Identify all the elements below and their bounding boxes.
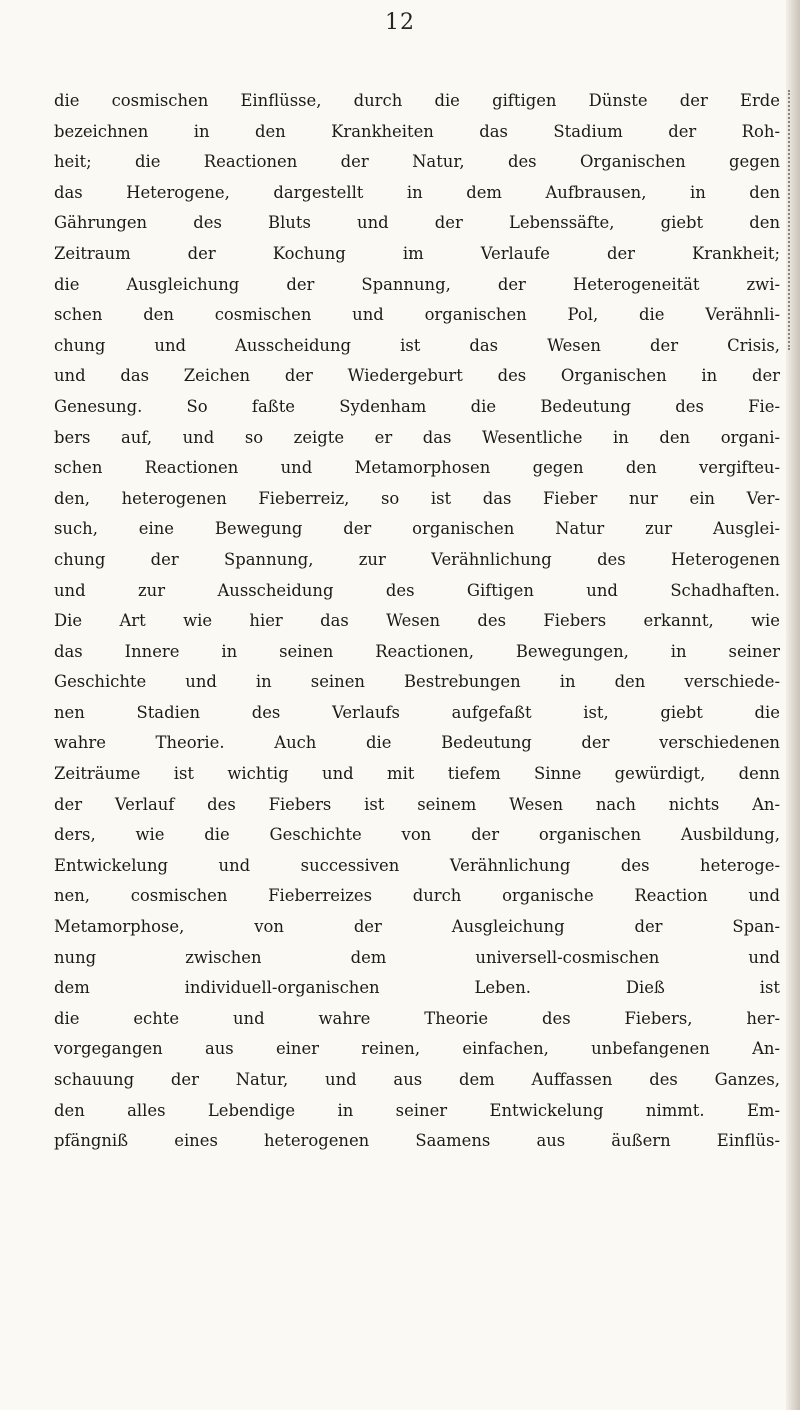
text-line: Zeiträume ist wichtig und mit tiefem Sinne gewürdigt, denn (54, 764, 780, 784)
body-text (54, 86, 780, 1157)
text-line: wahre Theorie. Auch die Bedeutung der verschiedenen (54, 733, 780, 753)
text-line: Genesung. So faßte Sydenham die Bedeutung des Fie- (54, 396, 780, 416)
text-line: vorgegangen aus einer reinen, einfachen, unbefangenen An- (54, 1039, 780, 1059)
text-line: den, heterogenen Fieberreiz, so ist das Fieber nur ein Ver- (54, 488, 780, 508)
text-line: nen, cosmischen Fieberreizes durch organische Reaction und (54, 886, 780, 906)
text-line: das Innere in seinen Reactionen, Bewegungen, in seiner (54, 641, 780, 661)
text-line: die echte und wahre Theorie des Fiebers, her- (54, 1008, 780, 1028)
text-line: Metamorphose, von der Ausgleichung der Span- (54, 917, 780, 937)
text-line: Gährungen des Bluts und der Lebenssäfte, giebt den (54, 213, 780, 233)
text-line: den alles Lebendige in seiner Entwickelung nimmt. Em- (54, 1100, 780, 1120)
text-line: Entwickelung und successiven Verähnlichung des heteroge- (54, 855, 780, 875)
binding-marks (788, 90, 794, 350)
text-line: das Heterogene, dargestellt in dem Aufbrausen, in den (54, 182, 780, 202)
text-line: ders, wie die Geschichte von der organischen Ausbildung, (54, 825, 780, 845)
text-line: Geschichte und in seinen Bestrebungen in den verschiede- (54, 672, 780, 692)
text-line: schauung der Natur, und aus dem Auffassen des Ganzes, (54, 1070, 780, 1089)
text-line: schen den cosmischen und organischen Pol, die Verähnli- (54, 305, 780, 325)
text-line: chung der Spannung, zur Verähnlichung des Heterogenen (54, 549, 780, 569)
text-line: chung und Ausscheidung ist das Wesen der Crisis, (54, 335, 780, 355)
text-line: schen Reactionen und Metamorphosen gegen den vergifteu- (54, 458, 780, 478)
text-line: nen Stadien des Verlaufs aufgefaßt ist, giebt die (54, 702, 780, 722)
text-line: dem individuell-organischen Leben. Dieß ist (54, 978, 780, 998)
text-line: der Verlauf des Fiebers ist seinem Wesen nach nichts An- (54, 794, 780, 814)
text-line: und das Zeichen der Wiedergeburt des Organischen in der (54, 366, 780, 386)
text-line: such, eine Bewegung der organischen Natur zur Ausglei- (54, 519, 780, 539)
text-line: nung zwischen dem universell-cosmischen und (54, 947, 780, 967)
text-line: Die Art wie hier das Wesen des Fiebers erkannt, wie (54, 611, 780, 631)
text-line: die Ausgleichung der Spannung, der Heterogeneität zwi- (54, 274, 780, 294)
text-line: Zeitraum der Kochung im Verlaufe der Krankheit; (54, 243, 780, 263)
text-line: bezeichnen in den Krankheiten das Stadium der Roh- (54, 121, 780, 141)
text-line: die cosmischen Einflüsse, durch die giftigen Dünste der Erde (54, 91, 780, 110)
text-line: bers auf, und so zeigte er das Wesentliche in den organi- (54, 427, 780, 447)
text-line: pfängniß eines heterogenen Saamens aus äußern Einflüs- (54, 1131, 780, 1151)
page-number: 12 (385, 10, 415, 35)
page-edge (786, 0, 800, 1410)
text-line: heit; die Reactionen der Natur, des Organischen gegen (54, 152, 780, 172)
text-line: und zur Ausscheidung des Giftigen und Schadhaften. (54, 580, 780, 600)
